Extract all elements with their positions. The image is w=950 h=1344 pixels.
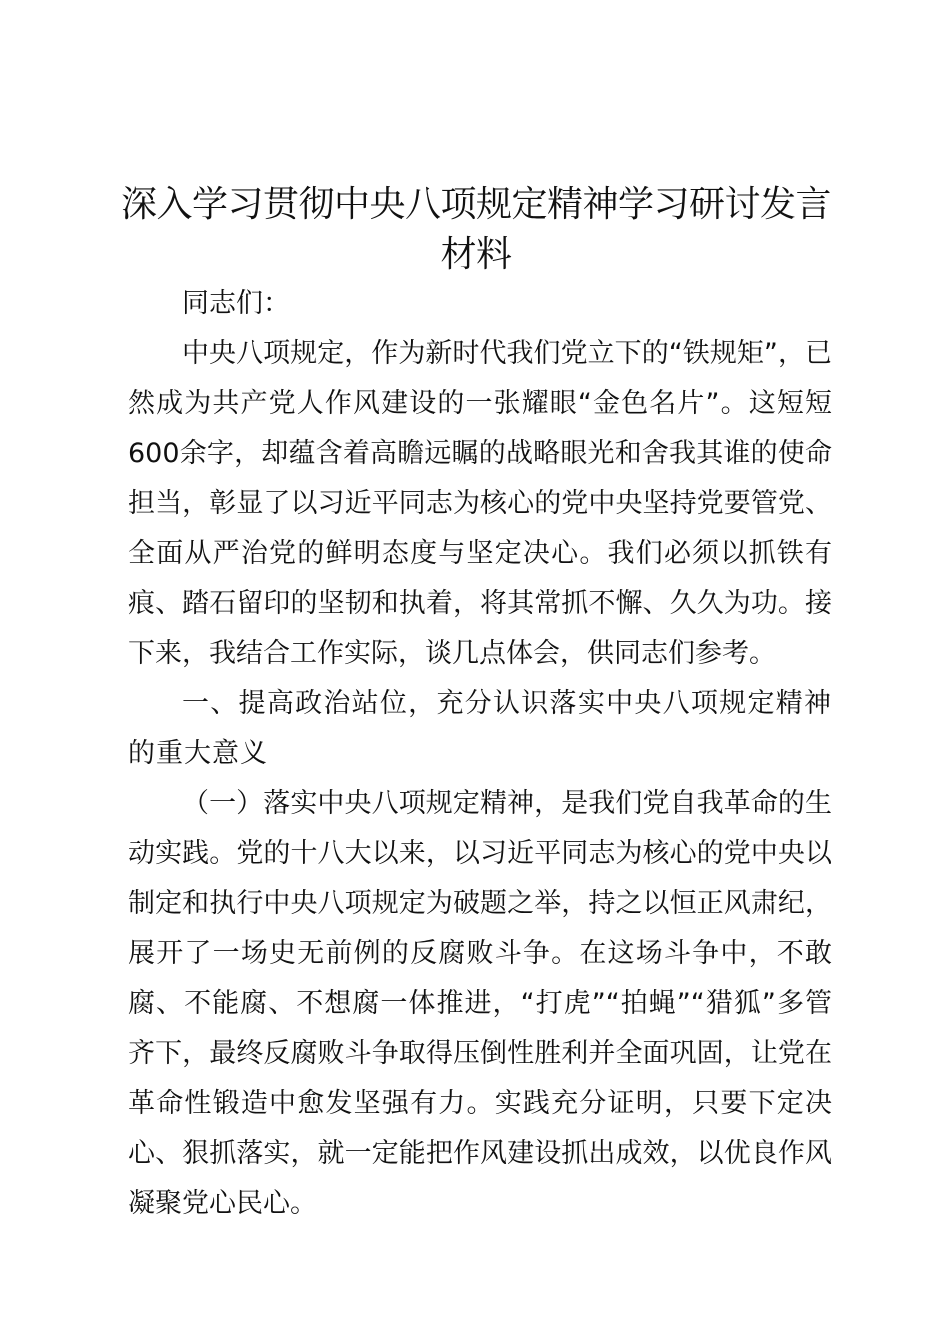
salutation: 同志们： [182, 288, 290, 319]
document-body [128, 279, 832, 1229]
document-title: 深入学习贯彻中央八项规定精神学习研讨发言材料 [120, 184, 831, 275]
intro-paragraph: 中央八项规定，作为新时代我们党立下的“铁规矩”，已然成为共产党人作风建设的一张耀眼“金色名片”。这短短600余字，却蕴含着高瞻远瞩的战略眼光和舍我其谁的使命担当，彰显了以习近平同志为核心的党中央坚持党要管党、全面从严治党的鲜明态度与坚定决心。我们必须以抓铁有痕、踏石留印的坚韧和执着，将其常抓不懈、久久为功。接下来，我结合工作实际，谈几点体会，供同志们参考。 [128, 338, 832, 669]
subsection-paragraph: （一）落实中央八项规定精神，是我们党自我革命的生动实践。党的十八大以来，以习近平同志为核心的党中央以制定和执行中央八项规定为破题之举，持之以恒正风肃纪，展开了一场史无前例的反腐败斗争。在这场斗争中，不敢腐、不能腐、不想腐一体推进，“打虎”“拍蝇”“猎狐”多管齐下，最终反腐败斗争取得压倒性胜利并全面巩固，让党在革命性锻造中愈发坚强有力。实践充分证明，只要下定决心、狠抓落实，就一定能把作风建设抓出成效，以优良作风凝聚党心民心。 [128, 788, 832, 1219]
section-heading: 一、提高政治站位，充分认识落实中央八项规定精神的重大意义 [128, 688, 832, 769]
